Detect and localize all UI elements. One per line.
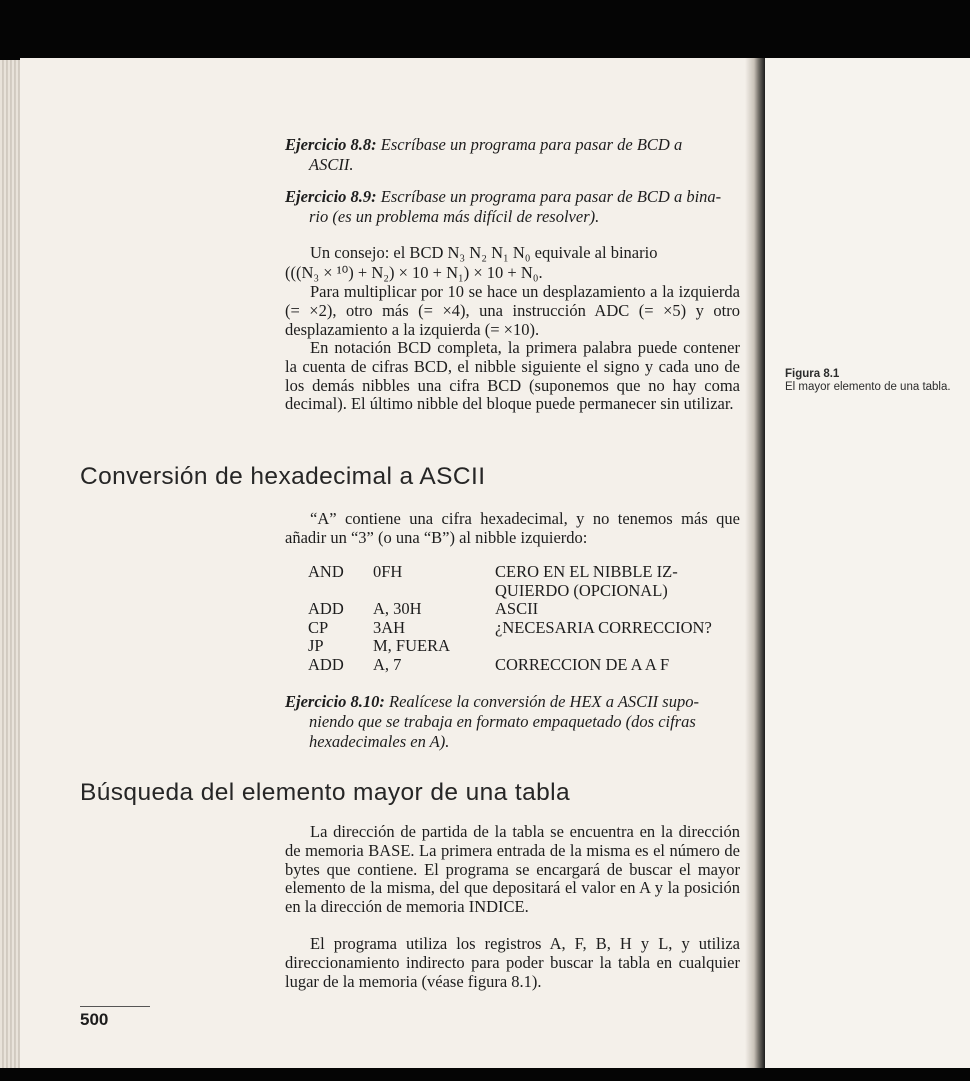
bcd-advice-line1: Un consejo: el BCD N₃ N₂ N₁ N₀ equivale al binario bbox=[310, 243, 658, 262]
exercise-8-8 bbox=[285, 135, 740, 175]
code-opcode: ADD bbox=[308, 654, 344, 674]
section-heading-hex-ascii: Conversión de hexadecimal a ASCII bbox=[80, 463, 486, 490]
bcd-advice-multiply: Para multiplicar por 10 se hace un desplazamiento a la izquierda (= ×2), otro más (= ×4), una instrucción ADC (= ×5) y otro desplazamiento a la izquierda (= ×10). bbox=[285, 282, 740, 339]
figure-caption-text: El mayor elemento de una tabla. bbox=[785, 381, 951, 393]
exercise-text: rio (es un problema más difícil de resolver). bbox=[309, 207, 600, 226]
code-operand: M, FUERA bbox=[373, 636, 451, 655]
code-comment: ¿NECESARIA CORRECCION? bbox=[495, 617, 712, 637]
code-opcode: JP bbox=[308, 636, 324, 655]
exercise-text: ASCII. bbox=[309, 155, 354, 174]
exercise-text: hexadecimales en A). bbox=[309, 732, 450, 751]
code-opcode bbox=[308, 582, 373, 601]
exercise-label: Ejercicio 8.8: bbox=[285, 135, 377, 154]
bcd-advice-formula: (((N₃ × ¹⁰) + N₂) × 10 + N₁) × 10 + N₀. bbox=[285, 263, 543, 282]
code-comment: CERO EN EL NIBBLE IZ- bbox=[495, 562, 678, 581]
code-operand bbox=[373, 582, 495, 601]
table-search-paragraph-1: La dirección de partida de la tabla se encuentra en la dirección de memoria BASE. La primera entrada de la misma es el número de bytes que contiene. El programa se encargará de buscar el mayor elemento de la misma, del que depositará el valor en A y la posición en la dirección de memoria INDICE. bbox=[285, 822, 740, 917]
right-page bbox=[762, 58, 970, 1070]
figure-caption bbox=[785, 368, 965, 394]
scan-top-border bbox=[0, 0, 970, 62]
exercise-label: Ejercicio 8.10: bbox=[285, 692, 385, 711]
code-row bbox=[308, 637, 757, 656]
exercise-text: Escríbase un programa para pasar de BCD a bina- bbox=[380, 187, 722, 206]
bcd-advice-notation: En notación BCD completa, la primera palabra puede contener la cuenta de cifras BCD, el nibble siguiente el signo y cada uno de los demás nibbles una cifra BCD (suponemos que no hay coma decimal). El último nibble del bloque puede permanecer sin utilizar. bbox=[285, 338, 740, 414]
code-opcode: CP bbox=[308, 617, 329, 637]
exercise-8-10 bbox=[285, 692, 755, 752]
code-operand: A, 7 bbox=[373, 654, 402, 674]
book-page-edges bbox=[0, 60, 22, 1070]
code-operand: 3AH bbox=[373, 617, 406, 637]
code-comment bbox=[495, 637, 757, 656]
exercise-text: niendo que se trabaja en formato empaquetado (dos cifras bbox=[309, 712, 696, 731]
code-operand: A, 30H bbox=[373, 599, 422, 618]
code-comment: CORRECCION DE A A F bbox=[495, 654, 670, 674]
code-comment: QUIERDO (OPCIONAL) bbox=[495, 580, 668, 600]
code-operand: 0FH bbox=[373, 562, 403, 581]
code-opcode: AND bbox=[308, 562, 344, 581]
code-row bbox=[308, 656, 757, 675]
figure-caption-title: Figura 8.1 bbox=[785, 368, 840, 380]
section-heading-table-search: Búsqueda del elemento mayor de una tabla bbox=[80, 779, 570, 806]
exercise-text: Escríbase un programa para pasar de BCD a bbox=[380, 135, 683, 154]
exercise-8-9 bbox=[285, 187, 755, 227]
bleed-through-texture bbox=[820, 58, 970, 1070]
exercise-label: Ejercicio 8.9: bbox=[285, 187, 377, 206]
code-row bbox=[308, 582, 757, 601]
code-comment: ASCII bbox=[495, 599, 539, 618]
code-row bbox=[308, 619, 757, 638]
hex-ascii-intro: “A” contiene una cifra hexadecimal, y no tenemos más que añadir un “3” (o una “B”) al nibble izquierdo: bbox=[285, 509, 740, 547]
code-row bbox=[308, 600, 757, 619]
code-listing bbox=[308, 563, 757, 674]
footer-rule bbox=[80, 1006, 150, 1007]
code-row bbox=[308, 563, 757, 582]
scan-bottom-border bbox=[0, 1068, 970, 1081]
table-search-paragraph-2: El programa utiliza los registros A, F, B, H y L, y utiliza direccionamiento indirecto para poder buscar la tabla en cualquier lugar de la memoria (véase figura 8.1). bbox=[285, 934, 740, 991]
exercise-text: Realícese la conversión de HEX a ASCII supo- bbox=[389, 692, 699, 711]
page-number: 500 bbox=[80, 1010, 109, 1029]
code-opcode: ADD bbox=[308, 599, 344, 618]
